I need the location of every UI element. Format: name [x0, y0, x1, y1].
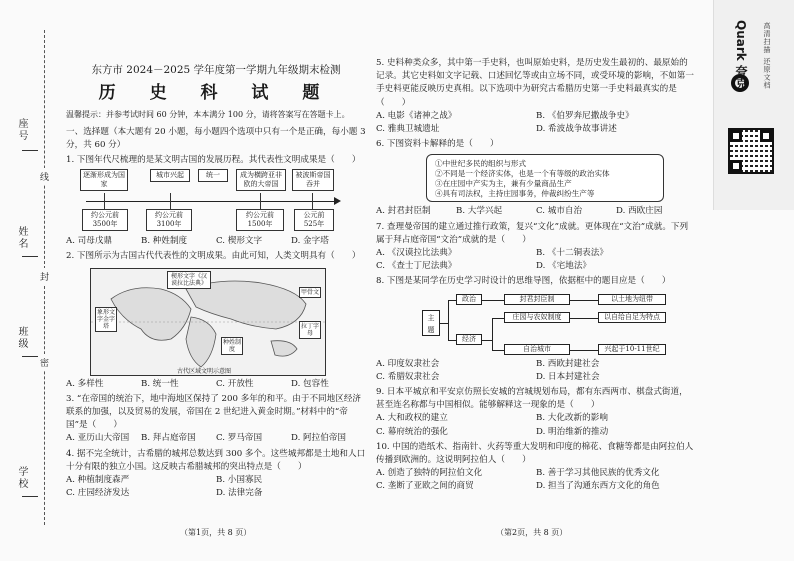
connector	[570, 318, 598, 319]
option-b[interactable]: B. 善于学习其他民族的优秀文化	[536, 468, 660, 479]
section-title: 一、选择题（本大题有 20 小题，每小题四个选项中只有一个是正确，每小题 3 分，共 60 分）	[66, 126, 366, 150]
option-c[interactable]: C. 楔形文字	[216, 236, 263, 247]
connector	[448, 300, 449, 340]
option-d[interactable]: D. 担当了沟通东西方文化的角色	[536, 481, 660, 492]
options	[376, 412, 696, 438]
question-8	[376, 275, 696, 384]
world-map-figure	[90, 268, 326, 376]
map-label-china: 甲骨文	[301, 288, 320, 296]
name-label: 姓名	[16, 226, 27, 250]
question-stem: 2. 下图所示为古国古代代表性的文明成果。由此可知，人类文明具有（ ）	[66, 251, 361, 262]
school-label: 学校	[16, 466, 27, 490]
timeline-event: 成为横跨亚非欧的大帝国	[236, 169, 286, 191]
connector	[570, 350, 598, 351]
school-blank	[22, 496, 38, 497]
seat-blank	[22, 150, 38, 151]
map-label-mesopotamia: 楔形文字《汉谟拉比法典》	[167, 271, 211, 289]
question-stem: 1. 下图年代尺梳理的是某文明古国的发展历程。其代表性文明成果是（ ）	[66, 155, 361, 166]
qr-finder	[730, 130, 742, 142]
option-a[interactable]: A. 司母戊鼎	[66, 236, 113, 247]
question-stem: 5. 史料种类众多，其中第一手史料，也叫原始史料，是历史发生最初的、最原始的记录。其它史料如文字记载、口述回忆等或由立场不同，或受环境的影响，不如第一手史料更能反映历史真相。以下选项中为研究古希腊历史第一手史料最真实的是（ ）	[376, 58, 694, 108]
options	[376, 467, 696, 493]
timeline-date: 约公元前1500年	[236, 209, 284, 231]
qr-code-icon[interactable]	[728, 128, 774, 174]
bind-word-line: 线	[40, 168, 49, 185]
option-d[interactable]: D. 阿拉伯帝国	[291, 433, 347, 444]
question-9	[376, 386, 696, 439]
timeline-tick	[312, 193, 313, 209]
options	[376, 110, 696, 136]
option-b[interactable]: B. 统一性	[141, 378, 179, 389]
question-6	[376, 138, 696, 218]
question-7	[376, 221, 696, 274]
map-caption: 古代区域文明示意图	[177, 367, 232, 375]
option-c[interactable]: C. 庄园经济发达	[66, 488, 130, 499]
timeline-event: 逐渐形成为国家	[80, 169, 128, 191]
exam-title: 东方市 2024－2025 学年度第一学期九年级期末检测	[91, 64, 341, 76]
connector	[492, 350, 504, 351]
name-blank	[22, 256, 38, 257]
option-b[interactable]: B. 《伯罗奔尼撒战争史》	[536, 110, 634, 121]
option-a[interactable]: A. 创造了独特的阿拉伯文化	[376, 468, 483, 479]
option-a[interactable]: A. 亚历山大帝国	[66, 433, 130, 444]
mind-map-node: 自治城市	[504, 344, 570, 355]
option-d[interactable]: D. 希波战争故事讲述	[536, 124, 617, 135]
option-d[interactable]: D. 《宅地法》	[536, 261, 592, 272]
quark-logo-icon	[731, 74, 749, 92]
map-label-egypt: 象形文字金字塔	[97, 308, 116, 330]
option-b[interactable]: B. 小国寡民	[216, 475, 263, 486]
question-stem: 8. 下图是某同学在历史学习时设计的思维导图，依据框中的题目应是（ ）	[376, 276, 671, 287]
subject-title: 历 史 科 试 题	[98, 83, 334, 104]
option-d[interactable]: D. 西欧庄园	[616, 206, 663, 217]
option-c[interactable]: C. 罗马帝国	[216, 433, 263, 444]
card-line: ④具有司法权，主持庄园事务，仲裁纠纷生产等	[435, 189, 595, 199]
bind-word-secret: 密	[40, 354, 49, 371]
question-stem: 4. 据不完全统计，古希腊的城邦总数达到 300 多个。这些城邦都是土地和人口十分有限的独立小国。这反映古希腊城邦的突出特点是（ ）	[66, 448, 366, 472]
connector	[492, 318, 493, 350]
timeline-figure	[80, 169, 350, 233]
option-b[interactable]: B. 《十二铜表法》	[536, 248, 608, 259]
question-5	[376, 57, 696, 136]
option-d[interactable]: D. 法律完备	[216, 488, 263, 499]
timeline-date: 约公元前3100年	[146, 209, 192, 231]
mind-map-root: 主题	[422, 310, 440, 336]
option-b[interactable]: B. 种姓制度	[141, 236, 188, 247]
timeline-event: 被波斯帝国吞并	[292, 169, 334, 191]
qr-finder	[760, 130, 772, 142]
timeline-date: 公元前525年	[294, 209, 334, 231]
option-c[interactable]: C. 《查士丁尼法典》	[376, 261, 457, 272]
question-stem: 7. 查理曼帝国的建立通过推行政策，复兴“文化”成就。更体现在“文治”成就。下列属于拜占庭帝国“文治”成就的是（ ）	[376, 221, 689, 245]
options	[376, 247, 696, 273]
option-a[interactable]: A. 种植制度森严	[66, 475, 130, 486]
options	[66, 235, 366, 248]
option-a[interactable]: A. 电影《诸神之战》	[376, 110, 457, 121]
map-label-india: 种姓制度	[223, 338, 242, 353]
card-line: ③在庄园中产实为主，兼有少量商品生产	[435, 179, 572, 189]
binding-margin	[0, 0, 60, 561]
option-b[interactable]: B. 大学兴起	[456, 206, 503, 217]
option-d[interactable]: D. 明治维新的推动	[536, 426, 609, 437]
option-c[interactable]: C. 垄断了亚欧之间的商贸	[376, 481, 474, 492]
option-a[interactable]: A. 封君封臣制	[376, 206, 431, 217]
timeline-tick	[260, 193, 261, 209]
bind-word-seal: 封	[40, 268, 49, 285]
option-a[interactable]: A. 印度奴隶社会	[376, 358, 440, 369]
timeline-tick	[104, 193, 105, 209]
option-a[interactable]: A. 《汉谟拉比法典》	[376, 248, 457, 259]
connector	[440, 323, 448, 324]
option-d[interactable]: D. 金字塔	[291, 236, 329, 247]
option-d[interactable]: D. 日本封建社会	[536, 371, 600, 382]
class-blank	[22, 356, 38, 357]
class-label: 班级	[16, 326, 27, 350]
options	[376, 358, 696, 384]
connector	[570, 300, 598, 301]
left-column	[66, 62, 366, 500]
map-label-rome: 拉丁字母	[301, 322, 320, 337]
option-b[interactable]: B. 大化改新的影响	[536, 413, 608, 424]
card-line: ②不同是一个经济实体，也是一个有等级的政治实体	[435, 169, 610, 179]
timeline-event: 城市兴起	[150, 169, 190, 182]
mind-map-node: 以自给自足为特点	[598, 312, 666, 323]
question-2	[66, 250, 366, 390]
mind-map-node: 庄园与农奴制度	[504, 312, 570, 323]
question-stem: 10. 中国的造纸术、指南针、火药等重大发明和印度的棉花、食糖等都是由阿拉伯人传播到欧洲的。这说明阿拉伯人（ ）	[376, 441, 694, 466]
mind-map-figure	[422, 292, 672, 354]
timeline-event: 统一	[198, 169, 228, 182]
right-column	[376, 55, 696, 494]
mind-map-node: 以土地为纽带	[598, 294, 666, 305]
question-3	[66, 393, 366, 446]
option-b[interactable]: B. 拜占庭帝国	[141, 433, 196, 444]
options	[66, 378, 366, 391]
connector	[492, 318, 504, 319]
qr-finder	[730, 160, 742, 172]
option-c[interactable]: C. 开放性	[216, 378, 254, 389]
question-4	[66, 448, 366, 501]
quark-brand: Quark 夸克	[734, 20, 748, 89]
option-b[interactable]: B. 西欧封建社会	[536, 358, 600, 369]
mind-map-node: 封君封臣制	[504, 294, 570, 305]
scanner-watermark	[713, 0, 794, 210]
option-a[interactable]: A. 多样性	[66, 378, 104, 389]
seat-label: 座号	[16, 118, 27, 142]
timeline-tick	[170, 193, 171, 209]
page-footer-left: （第1页，共 8 页）	[180, 528, 252, 537]
option-a[interactable]: A. 大和政权的建立	[376, 413, 448, 424]
timeline-arrow	[334, 197, 341, 205]
info-card	[426, 154, 664, 202]
connector	[448, 340, 456, 341]
option-c[interactable]: C. 雅典卫城遗址	[376, 124, 440, 135]
question-stem: 6. 下图资料卡解释的是（ ）	[376, 139, 499, 150]
question-10	[376, 441, 696, 494]
mind-map-branch-politics: 政治	[456, 294, 482, 305]
timeline-axis	[86, 201, 336, 202]
connector	[482, 300, 504, 301]
card-line: ①中世纪多民的组织与形式	[435, 159, 527, 169]
question-stem: 3. “在帝国的统治下，地中海地区保持了 200 多年的和平。由于不同地区经济联系的加强，以及贸易的发展，帝国在 2 世纪进入黄金时期。”材料中的“帝国”是（ ）	[66, 393, 362, 431]
question-1	[66, 154, 366, 248]
option-d[interactable]: D. 包容性	[291, 378, 329, 389]
connector	[482, 340, 492, 341]
options	[66, 432, 366, 445]
page-footer-right: （第2页，共 8 页）	[496, 528, 568, 537]
question-stem: 9. 日本平城京和平安京仿照长安城的宫城规划布局，都有东西两市、棋盘式街道，甚至连名称都与中国相似。能够解释这一现象的是（ ）	[376, 387, 688, 411]
notice: 温馨提示：并参考试时间 60 分钟，本本满分 100 分，请将答案写在答题卡上。	[66, 110, 350, 120]
option-c[interactable]: C. 城市自治	[536, 206, 583, 217]
mind-map-branch-economy: 经济	[456, 334, 482, 345]
option-c[interactable]: C. 幕府统治的强化	[376, 426, 448, 437]
option-c[interactable]: C. 希腊奴隶社会	[376, 371, 440, 382]
connector	[448, 300, 456, 301]
options	[66, 474, 366, 500]
mind-map-node: 兴起于10-11世纪	[598, 344, 666, 355]
quark-slogan: 高清扫描 还原文档	[763, 22, 771, 90]
timeline-date: 约公元前3500年	[82, 209, 128, 231]
options	[376, 205, 696, 218]
